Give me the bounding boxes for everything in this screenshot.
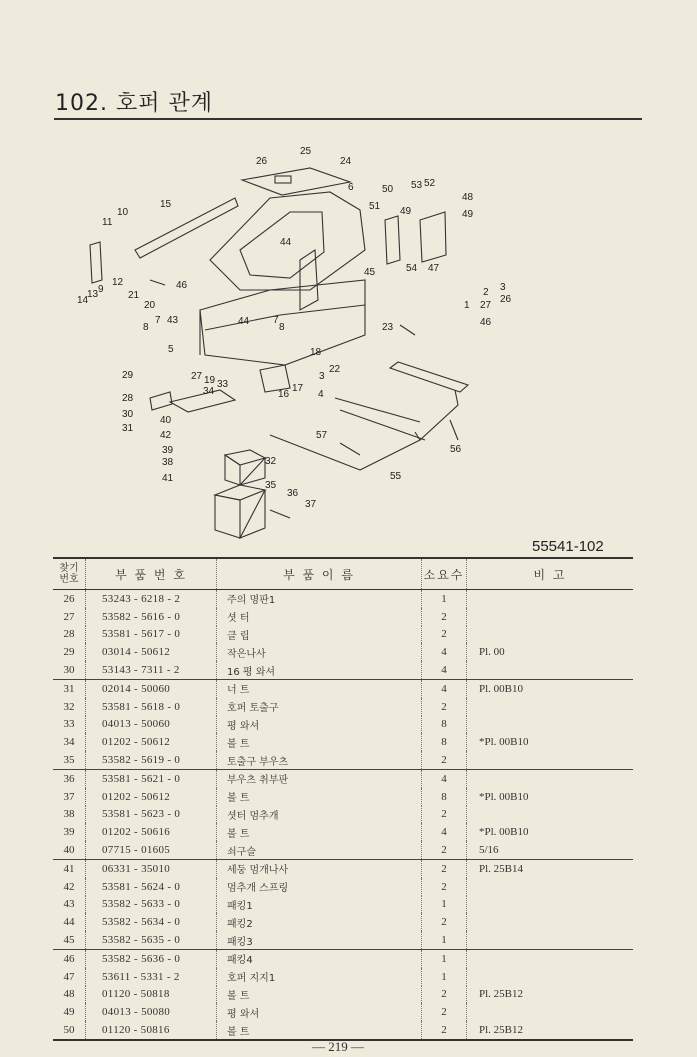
diagram-label: 6 bbox=[348, 182, 354, 193]
cell-part: 01120 - 50816 bbox=[86, 1021, 217, 1040]
cell-qty: 8 bbox=[422, 788, 467, 806]
cell-name: 셧 터 bbox=[217, 608, 422, 626]
cell-name: 세둥 멈개나사 bbox=[217, 859, 422, 877]
cell-no: 28 bbox=[53, 626, 86, 644]
figure-code: 55541-102 bbox=[532, 538, 604, 555]
diagram-label: 10 bbox=[117, 207, 129, 218]
diagram-label: 44 bbox=[238, 316, 250, 327]
diagram-label: 21 bbox=[128, 290, 140, 301]
table-row bbox=[53, 968, 633, 986]
diagram-label: 11 bbox=[102, 217, 113, 228]
cell-part: 53581 - 5618 - 0 bbox=[86, 698, 217, 716]
diagram-label: 37 bbox=[305, 499, 317, 510]
cell-name: 볼 트 bbox=[217, 823, 422, 841]
diagram-label: 31 bbox=[122, 423, 134, 434]
diagram-label: 32 bbox=[265, 456, 277, 467]
table-row bbox=[53, 806, 633, 824]
cell-no: 31 bbox=[53, 679, 86, 697]
diagram-label: 49 bbox=[462, 209, 474, 220]
diagram-label: 30 bbox=[122, 409, 134, 420]
cell-note bbox=[467, 931, 634, 949]
cell-qty: 2 bbox=[422, 608, 467, 626]
cell-note bbox=[467, 878, 634, 896]
diagram-label: 24 bbox=[340, 156, 352, 167]
cell-note: 5/16 bbox=[467, 841, 634, 859]
cell-qty: 4 bbox=[422, 679, 467, 697]
cell-note: Pl. 00 bbox=[479, 646, 505, 659]
cell-name: 평 와셔 bbox=[217, 1003, 422, 1021]
cell-part: 53582 - 5619 - 0 bbox=[86, 751, 217, 769]
header-qty: 소요수 bbox=[422, 558, 467, 590]
cell-qty: 2 bbox=[422, 913, 467, 931]
header-part-name: 부 품 이 름 bbox=[217, 558, 422, 590]
cell-part: 53581 - 5623 - 0 bbox=[86, 806, 217, 824]
diagram-label: 3 bbox=[500, 282, 506, 293]
cell-name: 평 와셔 bbox=[217, 716, 422, 734]
cell-note bbox=[467, 896, 634, 914]
cell-name: 볼 트 bbox=[217, 1021, 422, 1040]
cell-qty: 4 bbox=[422, 769, 467, 787]
cell-name: 볼 트 bbox=[217, 788, 422, 806]
parts-table bbox=[53, 557, 633, 1041]
cell-no: 44 bbox=[53, 913, 86, 931]
diagram-label: 7 bbox=[273, 315, 279, 326]
diagram-boot bbox=[215, 485, 265, 500]
cell-qty: 2 bbox=[422, 806, 467, 824]
cell-note bbox=[467, 590, 634, 608]
cell-part: 02014 - 50060 bbox=[86, 679, 217, 697]
cell-no: 32 bbox=[53, 698, 86, 716]
table-row bbox=[53, 626, 633, 644]
cell-name: 볼 트 bbox=[217, 986, 422, 1004]
cell-qty: 1 bbox=[422, 896, 467, 914]
cell-part: 01202 - 50616 bbox=[86, 823, 217, 841]
table-row bbox=[53, 823, 633, 841]
cell-name: 호퍼 지지1 bbox=[217, 968, 422, 986]
cell-part: 53581 - 5624 - 0 bbox=[86, 878, 217, 896]
diagram-label: 56 bbox=[450, 444, 462, 455]
cell-part: 01202 - 50612 bbox=[86, 788, 217, 806]
cell-no: 42 bbox=[53, 878, 86, 896]
diagram-label: 3 bbox=[319, 371, 325, 382]
diagram-label: 27 bbox=[191, 371, 203, 382]
table-row bbox=[53, 913, 633, 931]
page-title: 102. 호퍼 관계 bbox=[55, 91, 213, 116]
diagram-label: 55 bbox=[390, 471, 402, 482]
cell-name: 패킹4 bbox=[217, 949, 422, 967]
diagram-label: 26 bbox=[500, 294, 512, 305]
header-find-no: 찾기 번호 bbox=[53, 558, 86, 590]
cell-note bbox=[467, 806, 634, 824]
cell-part: 53582 - 5636 - 0 bbox=[86, 949, 217, 967]
diagram-label: 33 bbox=[217, 379, 229, 390]
diagram-label: 27 bbox=[480, 300, 492, 311]
cell-note bbox=[467, 626, 634, 644]
cell-qty: 4 bbox=[422, 643, 467, 661]
cell-qty: 8 bbox=[422, 716, 467, 734]
cell-name: 볼 트 bbox=[217, 733, 422, 751]
cell-note: Pl. 25B12 bbox=[467, 1021, 634, 1040]
exploded-diagram bbox=[60, 140, 620, 540]
cell-part: 53582 - 5633 - 0 bbox=[86, 896, 217, 914]
cell-name: 패킹1 bbox=[217, 896, 422, 914]
cell-part: 53611 - 5331 - 2 bbox=[86, 968, 217, 986]
cell-note: Pl. 25B12 bbox=[479, 988, 524, 1001]
cell-no: 27 bbox=[53, 608, 86, 626]
cell-note: Pl. 25B14 bbox=[479, 862, 524, 875]
table-row bbox=[53, 1003, 633, 1021]
diagram-label: 57 bbox=[316, 430, 328, 441]
cell-qty: 1 bbox=[422, 590, 467, 608]
diagram-label: 19 bbox=[204, 375, 216, 386]
cell-part: 53243 - 6218 - 2 bbox=[86, 590, 217, 608]
diagram-label: 1 bbox=[464, 300, 470, 311]
cell-note: *Pl. 00B10 bbox=[479, 790, 529, 803]
cell-note bbox=[467, 661, 634, 679]
cell-qty: 4 bbox=[422, 661, 467, 679]
cell-no: 30 bbox=[53, 661, 86, 679]
cell-qty: 2 bbox=[422, 626, 467, 644]
header-part-no: 부 품 번 호 bbox=[86, 558, 217, 590]
diagram-label: 50 bbox=[382, 184, 394, 195]
header-remarks: 비 고 bbox=[467, 558, 634, 590]
cell-part: 01120 - 50818 bbox=[86, 986, 217, 1004]
cell-name: 부우츠 취부판 bbox=[217, 769, 422, 787]
cell-part: 53581 - 5621 - 0 bbox=[86, 769, 217, 787]
page-number: — 219 — bbox=[312, 1039, 364, 1054]
table-row bbox=[53, 679, 633, 697]
cell-part: 03014 - 50612 bbox=[86, 643, 217, 661]
table-row bbox=[53, 788, 633, 806]
cell-no: 47 bbox=[53, 968, 86, 986]
cell-no: 36 bbox=[53, 769, 86, 787]
diagram-label: 28 bbox=[122, 393, 134, 404]
cell-name: 16 평 와셔 bbox=[217, 661, 422, 679]
cell-qty: 1 bbox=[422, 949, 467, 967]
table-row bbox=[53, 608, 633, 626]
cell-part: 53581 - 5617 - 0 bbox=[86, 626, 217, 644]
diagram-label: 8 bbox=[279, 322, 285, 333]
cell-no: 45 bbox=[53, 931, 86, 949]
cell-no: 26 bbox=[53, 590, 86, 608]
cell-note bbox=[467, 716, 634, 734]
table-row bbox=[53, 896, 633, 914]
diagram-label: 46 bbox=[480, 317, 492, 328]
diagram-frame bbox=[390, 362, 468, 392]
table-row bbox=[53, 733, 633, 751]
cell-qty: 1 bbox=[422, 968, 467, 986]
diagram-label: 49 bbox=[400, 206, 412, 217]
diagram-bracket bbox=[420, 212, 446, 262]
cell-note bbox=[467, 608, 634, 626]
cell-no: 37 bbox=[53, 788, 86, 806]
cell-no: 38 bbox=[53, 806, 86, 824]
diagram-label: 23 bbox=[382, 322, 394, 333]
cell-qty: 2 bbox=[422, 1003, 467, 1021]
cell-part: 53582 - 5634 - 0 bbox=[86, 913, 217, 931]
cell-qty: 2 bbox=[422, 751, 467, 769]
table-row bbox=[53, 1021, 633, 1040]
cell-name: 쇠구슬 bbox=[217, 841, 422, 859]
cell-qty: 2 bbox=[422, 1021, 467, 1040]
cell-name: 셧터 멈추개 bbox=[217, 806, 422, 824]
cell-qty: 1 bbox=[422, 931, 467, 949]
diagram-label: 2 bbox=[483, 287, 489, 298]
cell-qty: 2 bbox=[422, 878, 467, 896]
cell-no: 48 bbox=[53, 986, 86, 1004]
table-row bbox=[53, 698, 633, 716]
diagram-label: 7 bbox=[155, 315, 161, 326]
diagram-label: 4 bbox=[318, 389, 324, 400]
diagram-label: 26 bbox=[256, 156, 268, 167]
cell-name: 클 립 bbox=[217, 626, 422, 644]
cell-part: 53582 - 5616 - 0 bbox=[86, 608, 217, 626]
cell-name: 호퍼 토출구 bbox=[217, 698, 422, 716]
table-row bbox=[53, 841, 633, 859]
cell-note bbox=[467, 698, 634, 716]
diagram-label: 40 bbox=[160, 415, 172, 426]
diagram-label: 53 bbox=[411, 180, 423, 191]
cell-no: 50 bbox=[53, 1021, 86, 1040]
table-header-row bbox=[53, 558, 633, 590]
diagram-label: 52 bbox=[424, 178, 436, 189]
diagram-label: 44 bbox=[280, 237, 292, 248]
cell-part: 53582 - 5635 - 0 bbox=[86, 931, 217, 949]
table-row bbox=[53, 751, 633, 769]
cell-name: 패킹3 bbox=[217, 931, 422, 949]
cell-name: 토출구 부우츠 bbox=[217, 751, 422, 769]
cell-name: 주의 명판1 bbox=[217, 590, 422, 608]
cell-qty: 2 bbox=[422, 986, 467, 1004]
table-row bbox=[53, 716, 633, 734]
table-row bbox=[53, 590, 633, 608]
cell-name: 작은나사 bbox=[217, 643, 422, 661]
cell-no: 35 bbox=[53, 751, 86, 769]
cell-note: *Pl. 00B10 bbox=[479, 736, 529, 749]
cell-name: 패킹2 bbox=[217, 913, 422, 931]
diagram-label: 20 bbox=[144, 300, 156, 311]
diagram-label: 34 bbox=[203, 386, 215, 397]
cell-no: 40 bbox=[53, 841, 86, 859]
cell-no: 39 bbox=[53, 823, 86, 841]
cell-no: 29 bbox=[53, 643, 86, 661]
cell-no: 46 bbox=[53, 949, 86, 967]
diagram-side-bracket bbox=[90, 242, 102, 283]
diagram-label: 12 bbox=[112, 277, 124, 288]
cell-part: 04013 - 50060 bbox=[86, 716, 217, 734]
cell-part: 07715 - 01605 bbox=[86, 841, 217, 859]
cell-qty: 4 bbox=[422, 823, 467, 841]
table-row bbox=[53, 931, 633, 949]
cell-note bbox=[467, 1003, 634, 1021]
cell-no: 41 bbox=[53, 859, 86, 877]
cell-note bbox=[467, 949, 634, 967]
table-row bbox=[53, 859, 633, 877]
cell-note: Pl. 00B10 bbox=[479, 682, 524, 695]
table-row bbox=[53, 661, 633, 679]
diagram-label: 14 bbox=[77, 295, 89, 306]
title-rule bbox=[54, 118, 642, 120]
diagram-label: 9 bbox=[98, 284, 104, 295]
cell-note: *Pl. 00B10 bbox=[479, 826, 529, 839]
diagram-label: 17 bbox=[292, 383, 304, 394]
cell-part: 53143 - 7311 - 2 bbox=[86, 661, 217, 679]
diagram-label: 22 bbox=[329, 364, 341, 375]
diagram-label: 54 bbox=[406, 263, 418, 274]
diagram-label: 5 bbox=[168, 344, 174, 355]
cell-no: 43 bbox=[53, 896, 86, 914]
table-row bbox=[53, 878, 633, 896]
cell-part: 04013 - 50080 bbox=[86, 1003, 217, 1021]
table-row bbox=[53, 769, 633, 787]
diagram-label: 8 bbox=[143, 322, 149, 333]
cell-note bbox=[467, 751, 634, 769]
diagram-label: 41 bbox=[162, 473, 174, 484]
diagram-label: 38 bbox=[162, 457, 174, 468]
table-row bbox=[53, 643, 633, 661]
diagram-label: 15 bbox=[160, 199, 172, 210]
diagram-label: 51 bbox=[369, 201, 381, 212]
diagram-label: 39 bbox=[162, 445, 174, 456]
diagram-lid-plate bbox=[242, 168, 350, 195]
cell-part: 01202 - 50612 bbox=[86, 733, 217, 751]
cell-qty: 2 bbox=[422, 859, 467, 877]
diagram-label: 47 bbox=[428, 263, 440, 274]
diagram-label: 16 bbox=[278, 389, 290, 400]
diagram-label: 43 bbox=[167, 315, 179, 326]
cell-qty: 8 bbox=[422, 733, 467, 751]
diagram-callouts bbox=[77, 146, 512, 510]
diagram-outlet bbox=[225, 450, 265, 465]
diagram-gasket-strip bbox=[135, 198, 238, 258]
diagram-lid-label bbox=[275, 176, 291, 183]
table-row bbox=[53, 986, 633, 1004]
diagram-label: 25 bbox=[300, 146, 312, 157]
diagram-label: 18 bbox=[310, 347, 322, 358]
diagram-label: 29 bbox=[122, 370, 134, 381]
diagram-label: 36 bbox=[287, 488, 299, 499]
diagram-label: 46 bbox=[176, 280, 188, 291]
cell-note bbox=[467, 968, 634, 986]
cell-no: 33 bbox=[53, 716, 86, 734]
table-row bbox=[53, 949, 633, 967]
cell-name: 멈추개 스프링 bbox=[217, 878, 422, 896]
cell-note bbox=[467, 913, 634, 931]
diagram-label: 42 bbox=[160, 430, 172, 441]
cell-qty: 2 bbox=[422, 841, 467, 859]
cell-no: 49 bbox=[53, 1003, 86, 1021]
diagram-label: 45 bbox=[364, 267, 376, 278]
cell-qty: 2 bbox=[422, 698, 467, 716]
diagram-label: 13 bbox=[87, 289, 99, 300]
diagram-label: 35 bbox=[265, 480, 277, 491]
cell-part: 06331 - 35010 bbox=[86, 859, 217, 877]
diagram-label: 48 bbox=[462, 192, 474, 203]
cell-no: 34 bbox=[53, 733, 86, 751]
cell-name: 너 트 bbox=[217, 679, 422, 697]
cell-note bbox=[467, 769, 634, 787]
